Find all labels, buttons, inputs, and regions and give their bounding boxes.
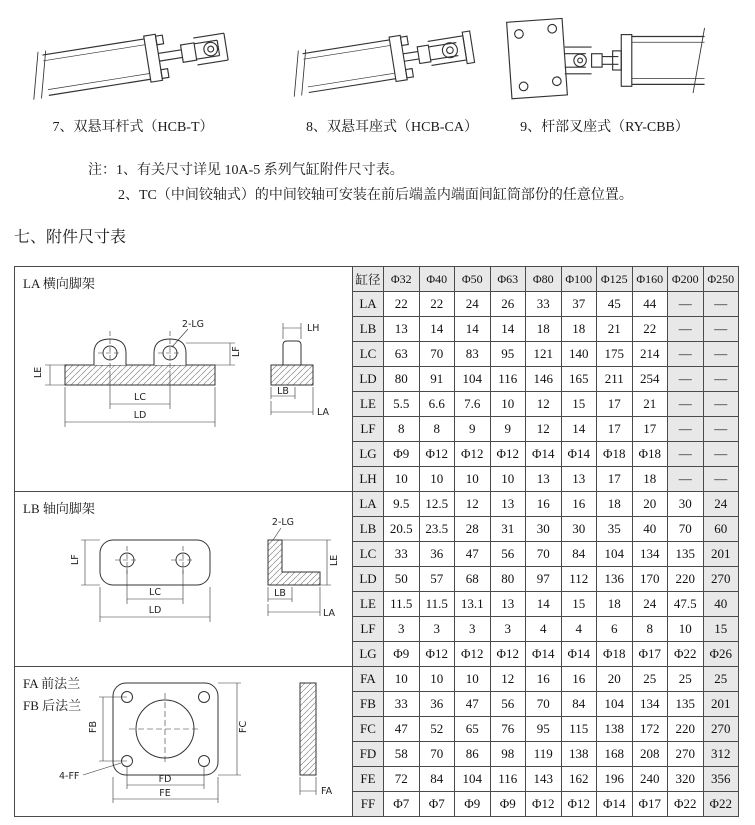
column-header-cell: Φ40 bbox=[420, 267, 455, 291]
value-cell: 14 bbox=[420, 317, 455, 341]
value-cell: — bbox=[668, 417, 703, 441]
row-label-cell: FC bbox=[353, 717, 383, 741]
lb-section-title: LB 轴向脚架 bbox=[23, 501, 95, 516]
value-cell: Φ18 bbox=[597, 442, 632, 466]
value-cell: 135 bbox=[668, 542, 703, 566]
figure-double-ear-mount bbox=[282, 8, 502, 136]
value-cell: 36 bbox=[420, 692, 455, 716]
value-cell: 84 bbox=[562, 542, 597, 566]
value-cell: 33 bbox=[384, 542, 419, 566]
value-cell: 70 bbox=[668, 517, 703, 541]
lb-dim-lb: LB bbox=[274, 588, 286, 599]
value-cell: 15 bbox=[562, 392, 597, 416]
value-cell: Φ12 bbox=[562, 792, 597, 816]
value-cell: 33 bbox=[526, 292, 561, 316]
value-cell: Φ14 bbox=[526, 442, 561, 466]
value-cell: 13 bbox=[384, 317, 419, 341]
value-cell: 45 bbox=[597, 292, 632, 316]
la-dim-lg: 2-LG bbox=[181, 319, 205, 330]
value-cell: Φ9 bbox=[491, 792, 526, 816]
value-cell: 10 bbox=[420, 467, 455, 491]
value-cell: — bbox=[668, 367, 703, 391]
value-cell: 104 bbox=[455, 367, 490, 391]
value-cell: 16 bbox=[526, 667, 561, 691]
value-cell: 4 bbox=[562, 617, 597, 641]
fa-dim-ff: 4-FF bbox=[59, 771, 80, 782]
value-cell: 18 bbox=[633, 467, 668, 491]
value-cell: — bbox=[704, 342, 739, 366]
fa-dim-fd: FD bbox=[158, 774, 172, 785]
la-section-title: LA 横向脚架 bbox=[23, 276, 95, 291]
la-dim-la: LA bbox=[317, 407, 330, 418]
value-cell: 270 bbox=[704, 717, 739, 741]
lb-dim-lg: 2-LG bbox=[271, 517, 295, 528]
value-cell: 116 bbox=[491, 367, 526, 391]
value-cell: 14 bbox=[562, 417, 597, 441]
value-cell: 10 bbox=[420, 667, 455, 691]
value-cell: — bbox=[704, 367, 739, 391]
value-cell: 18 bbox=[526, 317, 561, 341]
la-dim-ld: LD bbox=[133, 410, 147, 421]
value-cell: 112 bbox=[562, 567, 597, 591]
value-cell: 214 bbox=[633, 342, 668, 366]
value-cell: — bbox=[668, 317, 703, 341]
figure-8-caption: 8、双悬耳座式（HCB-CA） bbox=[306, 120, 478, 135]
value-cell: 84 bbox=[562, 692, 597, 716]
fb-section-title: FB 后法兰 bbox=[23, 698, 82, 713]
value-cell: Φ14 bbox=[562, 442, 597, 466]
value-cell: — bbox=[668, 292, 703, 316]
column-header-cell: Φ100 bbox=[562, 267, 597, 291]
value-cell: 3 bbox=[420, 617, 455, 641]
value-cell: — bbox=[668, 392, 703, 416]
note-line-1: 注：1、有关尺寸详见 10A-5 系列气缸附件尺寸表。 bbox=[88, 163, 404, 178]
value-cell: 170 bbox=[633, 567, 668, 591]
row-label-cell: LD bbox=[353, 567, 383, 591]
value-cell: — bbox=[668, 442, 703, 466]
lb-dim-lc: LC bbox=[149, 587, 161, 598]
value-cell: 20 bbox=[597, 667, 632, 691]
value-cell: 5.5 bbox=[384, 392, 419, 416]
value-cell: 95 bbox=[491, 342, 526, 366]
row-label-cell: LG bbox=[353, 442, 383, 466]
value-cell: 23.5 bbox=[420, 517, 455, 541]
la-dim-lh: LH bbox=[307, 323, 320, 334]
value-cell: Φ12 bbox=[455, 642, 490, 666]
value-cell: 10 bbox=[384, 667, 419, 691]
row-label-cell: LF bbox=[353, 617, 383, 641]
value-cell: Φ26 bbox=[704, 642, 739, 666]
value-cell: Φ9 bbox=[384, 442, 419, 466]
value-cell: Φ22 bbox=[668, 642, 703, 666]
value-cell: 3 bbox=[384, 617, 419, 641]
value-cell: Φ12 bbox=[526, 792, 561, 816]
value-cell: Φ9 bbox=[384, 642, 419, 666]
value-cell: 12 bbox=[491, 667, 526, 691]
value-cell: 21 bbox=[597, 317, 632, 341]
value-cell: 12 bbox=[526, 417, 561, 441]
value-cell: 220 bbox=[668, 567, 703, 591]
column-header-cell: Φ160 bbox=[633, 267, 668, 291]
value-cell: 83 bbox=[455, 342, 490, 366]
column-header-cell: Φ250 bbox=[704, 267, 739, 291]
value-cell: 33 bbox=[384, 692, 419, 716]
value-cell: 17 bbox=[597, 417, 632, 441]
value-cell: 104 bbox=[455, 767, 490, 791]
value-cell: Φ17 bbox=[633, 792, 668, 816]
value-cell: 14 bbox=[526, 592, 561, 616]
value-cell: 44 bbox=[633, 292, 668, 316]
value-cell: 356 bbox=[704, 767, 739, 791]
value-cell: Φ14 bbox=[562, 642, 597, 666]
value-cell: 20.5 bbox=[384, 517, 419, 541]
value-cell: Φ12 bbox=[455, 442, 490, 466]
value-cell: — bbox=[704, 392, 739, 416]
column-header-cell: Φ80 bbox=[526, 267, 561, 291]
value-cell: 138 bbox=[562, 742, 597, 766]
value-cell: 9.5 bbox=[384, 492, 419, 516]
la-bracket-drawing bbox=[15, 267, 352, 491]
value-cell: 14 bbox=[455, 317, 490, 341]
value-cell: 104 bbox=[597, 542, 632, 566]
row-label-cell: LG bbox=[353, 642, 383, 666]
value-cell: 10 bbox=[491, 392, 526, 416]
value-cell: 121 bbox=[526, 342, 561, 366]
value-cell: 175 bbox=[597, 342, 632, 366]
value-cell: 40 bbox=[633, 517, 668, 541]
row-label-cell: FD bbox=[353, 742, 383, 766]
value-cell: 31 bbox=[491, 517, 526, 541]
column-header-cell: Φ125 bbox=[597, 267, 632, 291]
row-label-cell: LB bbox=[353, 317, 383, 341]
value-cell: 20 bbox=[633, 492, 668, 516]
value-cell: 24 bbox=[704, 492, 739, 516]
value-cell: 12 bbox=[526, 392, 561, 416]
la-dim-lb: LB bbox=[277, 386, 289, 397]
value-cell: 220 bbox=[668, 717, 703, 741]
value-cell: 12.5 bbox=[420, 492, 455, 516]
value-cell: 270 bbox=[704, 567, 739, 591]
value-cell: 30 bbox=[526, 517, 561, 541]
value-cell: — bbox=[704, 442, 739, 466]
row-label-cell: LD bbox=[353, 367, 383, 391]
section-title: 七、附件尺寸表 bbox=[14, 229, 127, 246]
row-label-cell: LA bbox=[353, 492, 383, 516]
value-cell: 7.6 bbox=[455, 392, 490, 416]
value-cell: 47.5 bbox=[668, 592, 703, 616]
value-cell: 270 bbox=[668, 742, 703, 766]
note-line-2: 2、TC（中间铰轴式）的中间铰轴可安装在前后端盖内端面间缸筒部份的任意位置。 bbox=[118, 188, 633, 203]
lb-dim-le: LE bbox=[329, 554, 340, 566]
cylinder-drawing-9 bbox=[492, 8, 717, 110]
value-cell: 80 bbox=[384, 367, 419, 391]
value-cell: 57 bbox=[420, 567, 455, 591]
value-cell: 16 bbox=[562, 492, 597, 516]
la-dim-lf: LF bbox=[231, 346, 242, 357]
value-cell: 143 bbox=[526, 767, 561, 791]
column-header-cell: Φ200 bbox=[668, 267, 703, 291]
value-cell: 208 bbox=[633, 742, 668, 766]
row-label-cell: LC bbox=[353, 542, 383, 566]
value-cell: 8 bbox=[420, 417, 455, 441]
value-cell: — bbox=[704, 417, 739, 441]
cylinder-drawing-8 bbox=[282, 8, 502, 110]
value-cell: — bbox=[668, 342, 703, 366]
value-cell: Φ12 bbox=[420, 442, 455, 466]
la-dim-lc: LC bbox=[134, 392, 146, 403]
value-cell: 47 bbox=[455, 692, 490, 716]
value-cell: 22 bbox=[384, 292, 419, 316]
value-cell: 6 bbox=[597, 617, 632, 641]
fa-section-title: FA 前法兰 bbox=[23, 676, 81, 691]
row-label-cell: FF bbox=[353, 792, 383, 816]
value-cell: 172 bbox=[633, 717, 668, 741]
value-cell: 17 bbox=[597, 467, 632, 491]
value-cell: 52 bbox=[420, 717, 455, 741]
value-cell: 115 bbox=[562, 717, 597, 741]
value-cell: 60 bbox=[704, 517, 739, 541]
cylinder-drawing-7 bbox=[18, 8, 248, 110]
value-cell: 168 bbox=[597, 742, 632, 766]
value-cell: 98 bbox=[491, 742, 526, 766]
column-header-cell: Φ32 bbox=[384, 267, 419, 291]
value-cell: 196 bbox=[597, 767, 632, 791]
row-label-cell: FB bbox=[353, 692, 383, 716]
value-cell: 18 bbox=[597, 592, 632, 616]
value-cell: Φ22 bbox=[704, 792, 739, 816]
figure-rod-clevis-bracket bbox=[492, 8, 717, 136]
value-cell: Φ18 bbox=[597, 642, 632, 666]
value-cell: 35 bbox=[597, 517, 632, 541]
value-cell: 18 bbox=[597, 492, 632, 516]
fa-dim-fe: FE bbox=[159, 788, 171, 799]
value-cell: 11.5 bbox=[420, 592, 455, 616]
value-cell: 134 bbox=[633, 692, 668, 716]
value-cell: 22 bbox=[420, 292, 455, 316]
value-cell: 14 bbox=[491, 317, 526, 341]
table-corner-cell: 缸径 bbox=[353, 267, 383, 291]
value-cell: 13 bbox=[491, 492, 526, 516]
value-cell: 13 bbox=[562, 467, 597, 491]
value-cell: 13 bbox=[526, 467, 561, 491]
value-cell: 58 bbox=[384, 742, 419, 766]
value-cell: 9 bbox=[491, 417, 526, 441]
value-cell: 70 bbox=[526, 542, 561, 566]
value-cell: 16 bbox=[562, 667, 597, 691]
value-cell: 312 bbox=[704, 742, 739, 766]
value-cell: 17 bbox=[597, 392, 632, 416]
value-cell: 12 bbox=[455, 492, 490, 516]
row-label-cell: LE bbox=[353, 392, 383, 416]
value-cell: 135 bbox=[668, 692, 703, 716]
row-label-cell: LF bbox=[353, 417, 383, 441]
figure-double-ear-rod bbox=[18, 8, 248, 136]
value-cell: 10 bbox=[668, 617, 703, 641]
value-cell: 47 bbox=[455, 542, 490, 566]
value-cell: 25 bbox=[668, 667, 703, 691]
value-cell: Φ9 bbox=[455, 792, 490, 816]
figure-9-caption: 9、杆部叉座式（RY-CBB） bbox=[520, 120, 689, 135]
value-cell: 119 bbox=[526, 742, 561, 766]
lb-dim-la: LA bbox=[323, 608, 336, 619]
value-cell: 162 bbox=[562, 767, 597, 791]
value-cell: 3 bbox=[491, 617, 526, 641]
fa-flange-cell bbox=[15, 667, 352, 816]
value-cell: 36 bbox=[420, 542, 455, 566]
value-cell: Φ14 bbox=[526, 642, 561, 666]
value-cell: 134 bbox=[633, 542, 668, 566]
lb-bracket-drawing bbox=[15, 492, 352, 666]
value-cell: 10 bbox=[384, 467, 419, 491]
value-cell: 10 bbox=[491, 467, 526, 491]
column-header-cell: Φ63 bbox=[491, 267, 526, 291]
value-cell: 15 bbox=[562, 592, 597, 616]
value-cell: 8 bbox=[384, 417, 419, 441]
value-cell: 91 bbox=[420, 367, 455, 391]
row-label-cell: FE bbox=[353, 767, 383, 791]
value-cell: 140 bbox=[562, 342, 597, 366]
value-cell: 24 bbox=[455, 292, 490, 316]
fa-dim-fb: FB bbox=[88, 721, 99, 733]
notes-block bbox=[88, 158, 633, 208]
value-cell: 136 bbox=[597, 567, 632, 591]
value-cell: 25 bbox=[633, 667, 668, 691]
value-cell: 10 bbox=[455, 667, 490, 691]
value-cell: 28 bbox=[455, 517, 490, 541]
value-cell: 116 bbox=[491, 767, 526, 791]
value-cell: 97 bbox=[526, 567, 561, 591]
value-cell: 50 bbox=[384, 567, 419, 591]
value-cell: 47 bbox=[384, 717, 419, 741]
row-label-cell: LB bbox=[353, 517, 383, 541]
value-cell: 76 bbox=[491, 717, 526, 741]
value-cell: 6.6 bbox=[420, 392, 455, 416]
value-cell: 86 bbox=[455, 742, 490, 766]
value-cell: 56 bbox=[491, 692, 526, 716]
value-cell: Φ7 bbox=[420, 792, 455, 816]
value-cell: Φ12 bbox=[491, 642, 526, 666]
value-cell: 30 bbox=[668, 492, 703, 516]
fa-dim-fc: FC bbox=[238, 720, 249, 733]
value-cell: 16 bbox=[526, 492, 561, 516]
value-cell: 240 bbox=[633, 767, 668, 791]
value-cell: 17 bbox=[633, 417, 668, 441]
value-cell: 26 bbox=[491, 292, 526, 316]
value-cell: — bbox=[704, 467, 739, 491]
value-cell: — bbox=[704, 317, 739, 341]
value-cell: 37 bbox=[562, 292, 597, 316]
value-cell: 63 bbox=[384, 342, 419, 366]
value-cell: 138 bbox=[597, 717, 632, 741]
value-cell: 18 bbox=[562, 317, 597, 341]
value-cell: 21 bbox=[633, 392, 668, 416]
value-cell: 70 bbox=[420, 742, 455, 766]
value-cell: Φ7 bbox=[384, 792, 419, 816]
row-label-cell: LH bbox=[353, 467, 383, 491]
value-cell: 65 bbox=[455, 717, 490, 741]
lb-dim-lf: LF bbox=[70, 554, 81, 565]
column-header-cell: Φ50 bbox=[455, 267, 490, 291]
value-cell: 201 bbox=[704, 542, 739, 566]
value-cell: 104 bbox=[597, 692, 632, 716]
value-cell: 15 bbox=[704, 617, 739, 641]
value-cell: 70 bbox=[526, 692, 561, 716]
figure-7-caption: 7、双悬耳杆式（HCB-T） bbox=[52, 120, 214, 135]
value-cell: Φ12 bbox=[491, 442, 526, 466]
value-cell: 56 bbox=[491, 542, 526, 566]
value-cell: 40 bbox=[704, 592, 739, 616]
value-cell: 13 bbox=[491, 592, 526, 616]
value-cell: 201 bbox=[704, 692, 739, 716]
value-cell: Φ18 bbox=[633, 442, 668, 466]
value-cell: Φ17 bbox=[633, 642, 668, 666]
lb-bracket-cell bbox=[15, 492, 352, 666]
value-cell: 80 bbox=[491, 567, 526, 591]
value-cell: 25 bbox=[704, 667, 739, 691]
value-cell: 13.1 bbox=[455, 592, 490, 616]
value-cell: 11.5 bbox=[384, 592, 419, 616]
value-cell: Φ14 bbox=[597, 792, 632, 816]
row-label-cell: LC bbox=[353, 342, 383, 366]
value-cell: 22 bbox=[633, 317, 668, 341]
value-cell: 68 bbox=[455, 567, 490, 591]
value-cell: 254 bbox=[633, 367, 668, 391]
row-label-cell: LA bbox=[353, 292, 383, 316]
value-cell: 84 bbox=[420, 767, 455, 791]
value-cell: 24 bbox=[633, 592, 668, 616]
value-cell: 10 bbox=[455, 467, 490, 491]
value-cell: 70 bbox=[420, 342, 455, 366]
value-cell: 4 bbox=[526, 617, 561, 641]
accessory-dimension-table bbox=[14, 266, 739, 817]
value-cell: 30 bbox=[562, 517, 597, 541]
value-cell: 95 bbox=[526, 717, 561, 741]
fa-dim-fa: FA bbox=[321, 786, 333, 797]
value-cell: Φ12 bbox=[420, 642, 455, 666]
value-cell: — bbox=[668, 467, 703, 491]
value-cell: 8 bbox=[633, 617, 668, 641]
la-dim-le: LE bbox=[33, 366, 44, 378]
row-label-cell: FA bbox=[353, 667, 383, 691]
value-cell: 146 bbox=[526, 367, 561, 391]
value-cell: Φ22 bbox=[668, 792, 703, 816]
value-cell: 9 bbox=[455, 417, 490, 441]
lb-dim-ld: LD bbox=[148, 605, 162, 616]
value-cell: 165 bbox=[562, 367, 597, 391]
value-cell: 3 bbox=[455, 617, 490, 641]
value-cell: 320 bbox=[668, 767, 703, 791]
la-bracket-cell bbox=[15, 267, 352, 491]
value-cell: 211 bbox=[597, 367, 632, 391]
row-label-cell: LE bbox=[353, 592, 383, 616]
value-cell: — bbox=[704, 292, 739, 316]
value-cell: 72 bbox=[384, 767, 419, 791]
